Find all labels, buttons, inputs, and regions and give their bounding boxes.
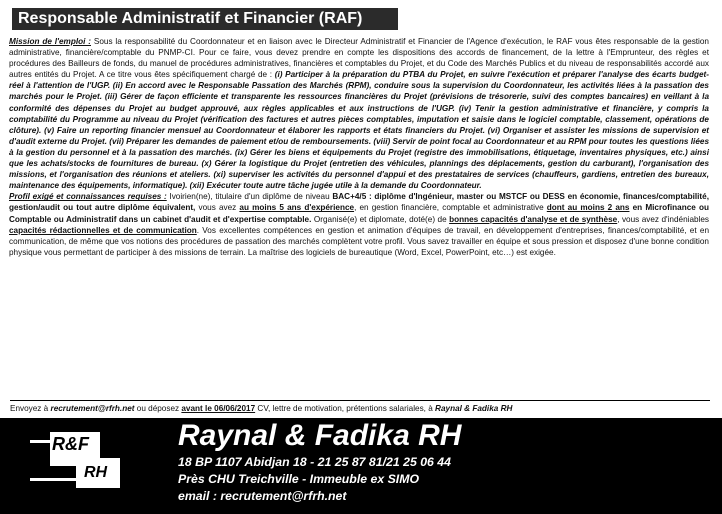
profile-degree: BAC+4/5 : diplôme d'Ingénieur, master ou MSTCF ou DESS en économie, finances/comptabilité, gestion/audit ou tout autre diplôme équivalent,	[9, 192, 709, 213]
send-recipient: Raynal & Fadika RH	[435, 404, 513, 413]
mission-intro: Sous la responsabilité du Coordonnateur et en liaison avec le Directeur Administratif et Financier de l'Agence d'exécution, le RAF vous êtes responsable de la gestion administrative, financière/comptable du PNMP-CI. Pour ce faire, vous devez prendre en compte les dispositions des accords de financement, de la lettre à l'Emprunteur, des règles et procédures des Bailleurs de fonds, du manuel de procédures administratives, financières et comptables du Projet, et du Code des Marchés Publics et du niveau de responsabilités accordé aux autres entités du Projet. A ce titre vous êtes spécifiquement chargé de :	[9, 37, 709, 80]
profile-min-years: dont au moins 2 ans	[546, 203, 630, 213]
company-logo	[30, 432, 128, 494]
profile-text: Ivoirien(ne), titulaire d'un diplôme de niveau	[166, 192, 333, 202]
send-email[interactable]: recrutement@rfrh.net	[50, 404, 135, 413]
logo-text-top: R&F	[52, 434, 89, 454]
profile-text: , vous avez d'indéniables	[617, 214, 710, 224]
company-name: Raynal & Fadika RH	[178, 419, 462, 452]
job-title: Responsable Administratif et Financier (RAF)	[12, 8, 398, 30]
profile-experience: au moins 5 ans d'expérience	[239, 203, 355, 213]
mission-heading: Mission de l'emploi :	[9, 37, 91, 46]
mission-tasks: (i) Participer à la préparation du PTBA du Projet, en suivre l'exécution et préparer l'analyse des écarts budget-réel à l'attention de l'UGP. (ii) En accord avec le Responsable Passation des Marchés (RPM), conduire sous la supervision du Coordonnateur, les activités liées à la passation des marchés pour le Projet. (iii) Gérer de façon efficiente et transparente les ressources financières du Projet (prévisions de trésorerie, suivi des comptes bancaires) en veillant à la conformité des dépenses du Projet au budget approuvé, aux règles applicables et aux instructions de l'UGP. (iv) Tenir la gestion administrative et financière, y compris la comptabilité du Programme au niveau du Projet (vérification des factures et autres pièces comptables, imputation et saisie dans le logiciel comptable, classement, opérations de clôture). (v) Faire un reporting financier mensuel au Coordonnateur et élaborer les rapports et états financiers du Projet. (vi) Organiser et assister les missions de supervision et d'audit externe du Projet. (vii) Préparer les demandes de paiement et/ou de remboursements. (viii) Servir de point focal au Coordonnateur et au RPM pour toutes les questions liées à la gestion du personnel et à la passation des marchés. (ix) Gérer les biens et équipements du Projet (registre des immobilisations, étiquetage, inventaires physiques, etc.) ainsi que les achats/stocks de fournitures de bureau. (x) Gérer la logistique du Projet (entretien des véhicules, plannings des déplacements, gestion du carburant), l'organisation des missions, et l'organisation des réunions et ateliers. (xi) superviser les activités du personnel d'appui et des prestataires de services (chauffeurs, gardiens, entretien des bureaux, maintenance des équipements, informatique). (xii) Exécuter toute autre tâche jugée utile à la demande du Coordonnateur.	[9, 70, 709, 191]
company-location: Près CHU Treichville - Immeuble ex SIMO	[178, 472, 420, 486]
logo-line	[30, 440, 50, 443]
logo-text-bottom: RH	[84, 464, 108, 481]
profile-heading: Profil exigé et connaissances requises :	[9, 192, 167, 202]
profile-communication: capacités rédactionnelles et de communication	[9, 225, 197, 235]
logo-line	[30, 478, 76, 481]
divider	[10, 400, 710, 401]
profile-text: vous avez	[195, 203, 240, 213]
profile-field: en Microfinance ou Comptable ou Administratif dans un cabinet d'audit et d'expertise comptable.	[9, 203, 709, 224]
send-text: Envoyez à	[10, 404, 51, 413]
ad-body	[9, 36, 709, 258]
send-text: ou déposez	[134, 404, 182, 413]
profile-analysis: bonnes capacités d'analyse et de synthèse	[449, 214, 618, 224]
company-address: 18 BP 1107 Abidjan 18 - 21 25 87 81/21 25 06 44	[178, 455, 451, 469]
mission-section	[9, 36, 709, 191]
profile-text: , en gestion financière, comptable et administrative	[354, 203, 547, 213]
send-text: CV, lettre de motivation, prétentions salariales, à	[255, 404, 436, 413]
send-deadline: avant le 06/06/2017	[181, 404, 256, 413]
company-email[interactable]: email : recrutement@rfrh.net	[178, 489, 347, 503]
profile-text: . Vos excellentes compétences en gestion et animation d'équipes de travail, en développement d'entreprises, finances/comptabilité, et en communication, de même que vos notions des procédures de passation des marchés complètent votre profil. Vous savez travailler en équipe et sous pression et disposez d'une bonne condition physique vous permettant de participer à des missions de terrain. La maîtrise des logiciels de bureautique (Word, Excel, PowerPoint, etc…) est exigée.	[9, 225, 710, 257]
application-instructions	[10, 403, 710, 414]
profile-text: Organisé(e) et diplomate, doté(e) de	[311, 214, 450, 224]
profile-section	[9, 191, 709, 258]
